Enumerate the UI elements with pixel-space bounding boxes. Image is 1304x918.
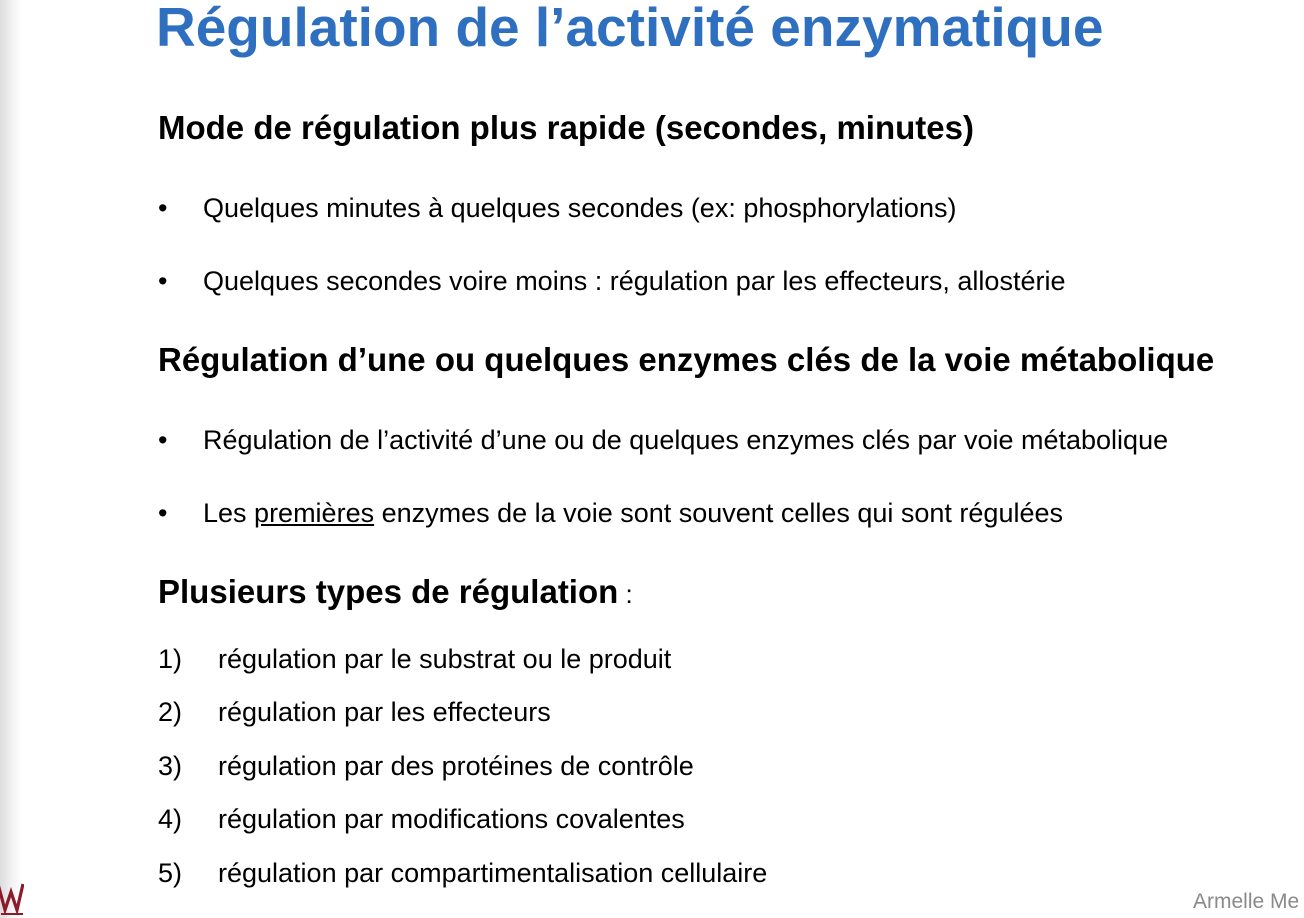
university-logo-icon: [0, 874, 24, 918]
section-heading-regulation-types: [158, 572, 633, 612]
bullet-text-prefix: Les: [203, 498, 255, 528]
bullet-item: [158, 497, 1063, 529]
item-text: régulation par des protéines de contrôle: [218, 751, 694, 781]
item-text: régulation par modifications covalentes: [218, 804, 685, 834]
item-text: régulation par le substrat ou le produit: [218, 644, 672, 674]
item-number: 1): [158, 644, 183, 674]
bullet-item: [158, 424, 1168, 456]
item-text: régulation par les effecteurs: [218, 697, 551, 727]
item-number: 3): [158, 751, 183, 781]
numbered-item: [158, 643, 671, 675]
numbered-item: [158, 750, 694, 782]
bullet-dot: •: [158, 498, 168, 528]
footer-author: Armelle Me: [1193, 890, 1300, 913]
bullet-text: Régulation de l’activité d’une ou de quelques enzymes clés par voie métabolique: [203, 425, 1169, 455]
slide-edge-shadow: [0, 0, 22, 918]
slide-title: Régulation de l’activité enzymatique: [156, 0, 1104, 58]
heading-colon: :: [618, 579, 633, 609]
bullet-dot: •: [158, 266, 168, 296]
bullet-dot: •: [158, 193, 168, 223]
item-number: 5): [158, 858, 183, 888]
bullet-dot: •: [158, 425, 168, 455]
item-number: 4): [158, 804, 183, 834]
numbered-item: [158, 803, 685, 835]
numbered-item: [158, 696, 551, 728]
section-heading-rapid-regulation: Mode de régulation plus rapide (secondes, minutes): [158, 109, 974, 146]
bullet-text: Quelques secondes voire moins : régulation par les effecteurs, allostérie: [203, 266, 1066, 296]
item-number: 2): [158, 697, 183, 727]
heading-text: Plusieurs types de régulation: [158, 573, 619, 610]
item-text: régulation par compartimentalisation cellulaire: [218, 858, 768, 888]
bullet-text-suffix: enzymes de la voie sont souvent celles qui sont régulées: [374, 498, 1063, 528]
bullet-text-underlined: premières: [254, 498, 375, 528]
section-heading-key-enzymes: Régulation d’une ou quelques enzymes clés de la voie métabolique: [158, 341, 1215, 378]
bullet-text: Quelques minutes à quelques secondes (ex: phosphorylations): [203, 193, 957, 223]
numbered-item: [158, 857, 767, 889]
bullet-item: [158, 265, 1065, 297]
bullet-item: [158, 192, 956, 224]
